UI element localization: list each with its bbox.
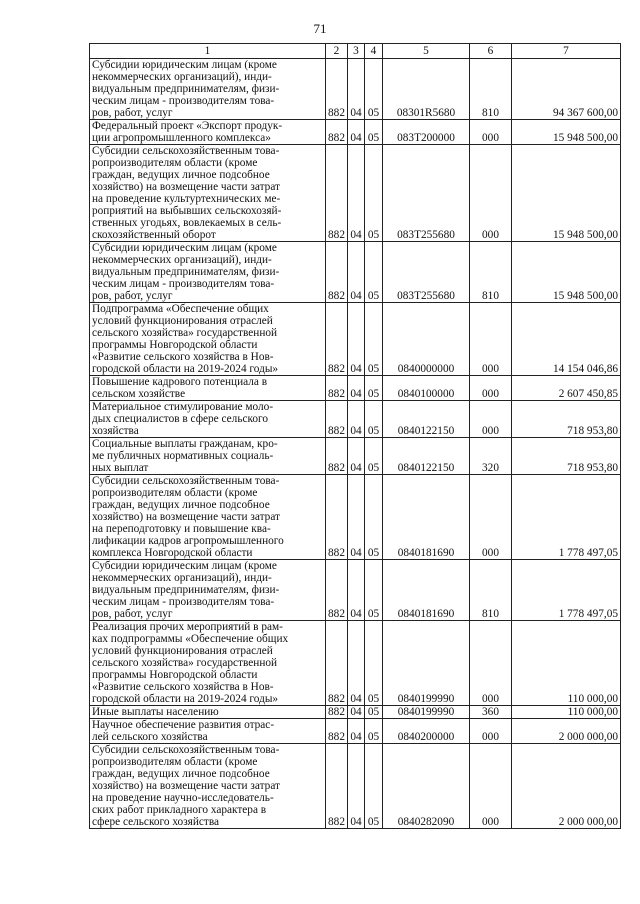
row-name-line: Субсидии юридическим лицам (кроме <box>92 242 277 254</box>
row-name <box>90 401 326 438</box>
row-name-line: граждан, ведущих личное подсобное <box>92 499 270 511</box>
row-name-line: Реализация прочих мероприятий в рам- <box>92 621 283 633</box>
amount: 94 367 600,00 <box>512 59 621 120</box>
row-name-line: на проведение культуртехнических ме- <box>92 193 281 205</box>
row-name-line: видуальным предпринимателям, физи- <box>92 266 280 278</box>
row-name-line: видуальным предпринимателям, физи- <box>92 83 280 95</box>
budget-table <box>89 43 621 829</box>
code-expense-type: 360 <box>470 706 512 719</box>
row-name-line: Повышение кадрового потенциала в <box>92 376 268 388</box>
row-name-line: Иные выплаты населению <box>92 706 219 718</box>
code-expense-type: 000 <box>470 401 512 438</box>
row-name-line: программы Новгородской области <box>92 339 258 351</box>
row-name-line: ропроизводителям области (кроме <box>92 487 258 499</box>
amount: 2 000 000,00 <box>512 719 621 744</box>
table-row <box>90 120 621 145</box>
row-name-line: Социальные выплаты гражданам, кро- <box>92 438 278 450</box>
row-name-line: на проведение научно-исследователь- <box>92 792 274 804</box>
column-header: 7 <box>512 44 621 59</box>
row-name <box>90 706 326 719</box>
amount: 15 948 500,00 <box>512 242 621 303</box>
code-subsection: 05 <box>365 120 383 145</box>
row-name-line: комплекса Новгородской области <box>92 547 253 559</box>
code-admin: 882 <box>326 438 348 475</box>
code-expense-type: 320 <box>470 438 512 475</box>
code-subsection: 05 <box>365 438 383 475</box>
code-admin: 882 <box>326 120 348 145</box>
code-subsection: 05 <box>365 706 383 719</box>
amount: 110 000,00 <box>512 621 621 706</box>
table-row <box>90 719 621 744</box>
amount: 15 948 500,00 <box>512 120 621 145</box>
code-section: 04 <box>348 59 365 120</box>
row-name-line: «Развитие сельского хозяйства в Нов- <box>92 351 274 363</box>
code-expense-type: 000 <box>470 744 512 829</box>
row-name-line: ров, работ, услуг <box>92 608 173 620</box>
amount: 110 000,00 <box>512 706 621 719</box>
row-name <box>90 145 326 242</box>
row-name-line: ских работ прикладного характера в <box>92 804 267 816</box>
column-header: 1 <box>90 44 326 59</box>
code-expense-type: 000 <box>470 145 512 242</box>
row-name <box>90 120 326 145</box>
row-name <box>90 560 326 621</box>
row-name <box>90 719 326 744</box>
table-row <box>90 706 621 719</box>
code-section: 04 <box>348 621 365 706</box>
row-name <box>90 59 326 120</box>
row-name-line: ческим лицам - производителям това- <box>92 95 275 107</box>
code-target: 0840199990 <box>383 621 470 706</box>
row-name-line: сельском хозяйстве <box>92 388 186 400</box>
code-expense-type: 000 <box>470 719 512 744</box>
row-name <box>90 303 326 376</box>
column-header: 6 <box>470 44 512 59</box>
column-header: 5 <box>383 44 470 59</box>
row-name-line: Субсидии сельскохозяйственным това- <box>92 475 280 487</box>
code-target: 0840100000 <box>383 376 470 401</box>
code-section: 04 <box>348 242 365 303</box>
table-row <box>90 744 621 829</box>
row-name-line: ственных угодьях, вовлекаемых в сель- <box>92 217 282 229</box>
code-subsection: 05 <box>365 621 383 706</box>
table-header-row <box>90 44 621 59</box>
row-name-line: ках подпрограммы «Обеспечение общих <box>92 633 289 645</box>
column-header: 4 <box>365 44 383 59</box>
row-name-line: ров, работ, услуг <box>92 290 173 302</box>
page-number: 71 <box>313 21 327 36</box>
row-name-line: граждан, ведущих личное подсобное <box>92 768 270 780</box>
row-name-line: ческим лицам - производителям това- <box>92 596 275 608</box>
code-section: 04 <box>348 744 365 829</box>
table-row <box>90 621 621 706</box>
code-admin: 882 <box>326 401 348 438</box>
code-expense-type: 000 <box>470 376 512 401</box>
code-admin: 882 <box>326 242 348 303</box>
row-name-line: городской области на 2019-2024 годы» <box>92 363 279 375</box>
row-name-line: сфере сельского хозяйства <box>92 816 220 828</box>
code-admin: 882 <box>326 719 348 744</box>
code-target: 08301R5680 <box>383 59 470 120</box>
amount: 718 953,80 <box>512 438 621 475</box>
amount: 1 778 497,05 <box>512 475 621 560</box>
row-name-line: Федеральный проект «Экспорт продук- <box>92 120 283 132</box>
table-row <box>90 401 621 438</box>
amount: 14 154 046,86 <box>512 303 621 376</box>
code-section: 04 <box>348 376 365 401</box>
row-name-line: Субсидии сельскохозяйственным това- <box>92 744 280 756</box>
table-row <box>90 560 621 621</box>
row-name-line: хозяйство) на возмещение части затрат <box>92 181 280 193</box>
amount: 2 000 000,00 <box>512 744 621 829</box>
row-name-line: условий функционирования отраслей <box>92 315 273 327</box>
row-name-line: ропроизводителям области (кроме <box>92 157 258 169</box>
code-section: 04 <box>348 438 365 475</box>
code-expense-type: 000 <box>470 120 512 145</box>
code-subsection: 05 <box>365 376 383 401</box>
row-name <box>90 438 326 475</box>
row-name <box>90 475 326 560</box>
row-name-line: ческим лицам - производителям това- <box>92 278 275 290</box>
code-admin: 882 <box>326 376 348 401</box>
row-name-line: некоммерческих организаций), инди- <box>92 572 272 584</box>
code-admin: 882 <box>326 621 348 706</box>
code-target: 0840200000 <box>383 719 470 744</box>
row-name-line: ции агропромышленного комплекса» <box>92 132 271 144</box>
code-section: 04 <box>348 475 365 560</box>
row-name-line: дых специалистов в сфере сельского <box>92 413 269 425</box>
row-name-line: некоммерческих организаций), инди- <box>92 254 272 266</box>
code-admin: 882 <box>326 59 348 120</box>
code-admin: 882 <box>326 475 348 560</box>
code-target: 0840000000 <box>383 303 470 376</box>
code-section: 04 <box>348 303 365 376</box>
code-expense-type: 000 <box>470 475 512 560</box>
code-section: 04 <box>348 120 365 145</box>
row-name-line: хозяйство) на возмещение части затрат <box>92 511 280 523</box>
code-section: 04 <box>348 706 365 719</box>
table-row <box>90 242 621 303</box>
code-subsection: 05 <box>365 475 383 560</box>
code-subsection: 05 <box>365 560 383 621</box>
column-header: 2 <box>326 44 348 59</box>
row-name-line: Субсидии юридическим лицам (кроме <box>92 59 277 71</box>
code-subsection: 05 <box>365 59 383 120</box>
row-name-line: ных выплат <box>92 462 149 474</box>
amount: 15 948 500,00 <box>512 145 621 242</box>
row-name-line: сельского хозяйства» государственной <box>92 327 278 339</box>
code-expense-type: 810 <box>470 242 512 303</box>
table-row <box>90 145 621 242</box>
table-row <box>90 376 621 401</box>
row-name-line: граждан, ведущих личное подсобное <box>92 169 270 181</box>
code-admin: 882 <box>326 560 348 621</box>
code-section: 04 <box>348 401 365 438</box>
code-target: 0840122150 <box>383 401 470 438</box>
code-admin: 882 <box>326 303 348 376</box>
table-row <box>90 475 621 560</box>
code-subsection: 05 <box>365 401 383 438</box>
row-name-line: «Развитие сельского хозяйства в Нов- <box>92 681 274 693</box>
row-name-line: ме публичных нормативных социаль- <box>92 450 274 462</box>
row-name <box>90 621 326 706</box>
code-target: 0840181690 <box>383 560 470 621</box>
code-subsection: 05 <box>365 242 383 303</box>
row-name-line: городской области на 2019-2024 годы» <box>92 693 279 705</box>
row-name-line: Субсидии сельскохозяйственным това- <box>92 145 280 157</box>
amount: 718 953,80 <box>512 401 621 438</box>
row-name-line: хозяйство) на возмещение части затрат <box>92 780 280 792</box>
row-name <box>90 242 326 303</box>
row-name-line: роприятий на выбывших сельскохозяй- <box>92 205 282 217</box>
row-name <box>90 376 326 401</box>
code-target: 0840122150 <box>383 438 470 475</box>
code-subsection: 05 <box>365 744 383 829</box>
code-expense-type: 810 <box>470 560 512 621</box>
row-name-line: некоммерческих организаций), инди- <box>92 71 272 83</box>
row-name-line: лей сельского хозяйства <box>92 731 208 743</box>
row-name-line: ров, работ, услуг <box>92 107 173 119</box>
row-name-line: Подпрограмма «Обеспечение общих <box>92 303 269 315</box>
row-name-line: видуальным предпринимателям, физи- <box>92 584 280 596</box>
row-name-line: ропроизводителям области (кроме <box>92 756 258 768</box>
code-expense-type: 810 <box>470 59 512 120</box>
row-name-line: лификации кадров агропромышленного <box>92 535 284 547</box>
code-target: 083T255680 <box>383 242 470 303</box>
code-section: 04 <box>348 560 365 621</box>
code-section: 04 <box>348 719 365 744</box>
table-row <box>90 59 621 120</box>
table-row <box>90 303 621 376</box>
code-target: 083T200000 <box>383 120 470 145</box>
column-header: 3 <box>348 44 365 59</box>
code-subsection: 05 <box>365 145 383 242</box>
amount: 2 607 450,85 <box>512 376 621 401</box>
code-subsection: 05 <box>365 303 383 376</box>
table-row <box>90 438 621 475</box>
row-name-line: Субсидии юридическим лицам (кроме <box>92 560 277 572</box>
code-expense-type: 000 <box>470 303 512 376</box>
code-subsection: 05 <box>365 719 383 744</box>
code-section: 04 <box>348 145 365 242</box>
amount: 1 778 497,05 <box>512 560 621 621</box>
row-name-line: условий функционирования отраслей <box>92 645 273 657</box>
code-target: 0840282090 <box>383 744 470 829</box>
row-name-line: хозяйства <box>92 425 139 437</box>
code-admin: 882 <box>326 145 348 242</box>
code-target: 0840181690 <box>383 475 470 560</box>
row-name-line: сельского хозяйства» государственной <box>92 657 278 669</box>
row-name <box>90 744 326 829</box>
code-admin: 882 <box>326 744 348 829</box>
code-target: 083T255680 <box>383 145 470 242</box>
code-expense-type: 000 <box>470 621 512 706</box>
row-name-line: Научное обеспечение развития отрас- <box>92 719 275 731</box>
code-admin: 882 <box>326 706 348 719</box>
row-name-line: на переподготовку и повышение ква- <box>92 523 271 535</box>
code-target: 0840199990 <box>383 706 470 719</box>
row-name-line: Материальное стимулирование моло- <box>92 401 274 413</box>
row-name-line: программы Новгородской области <box>92 669 258 681</box>
row-name-line: скохозяйственный оборот <box>92 229 216 241</box>
